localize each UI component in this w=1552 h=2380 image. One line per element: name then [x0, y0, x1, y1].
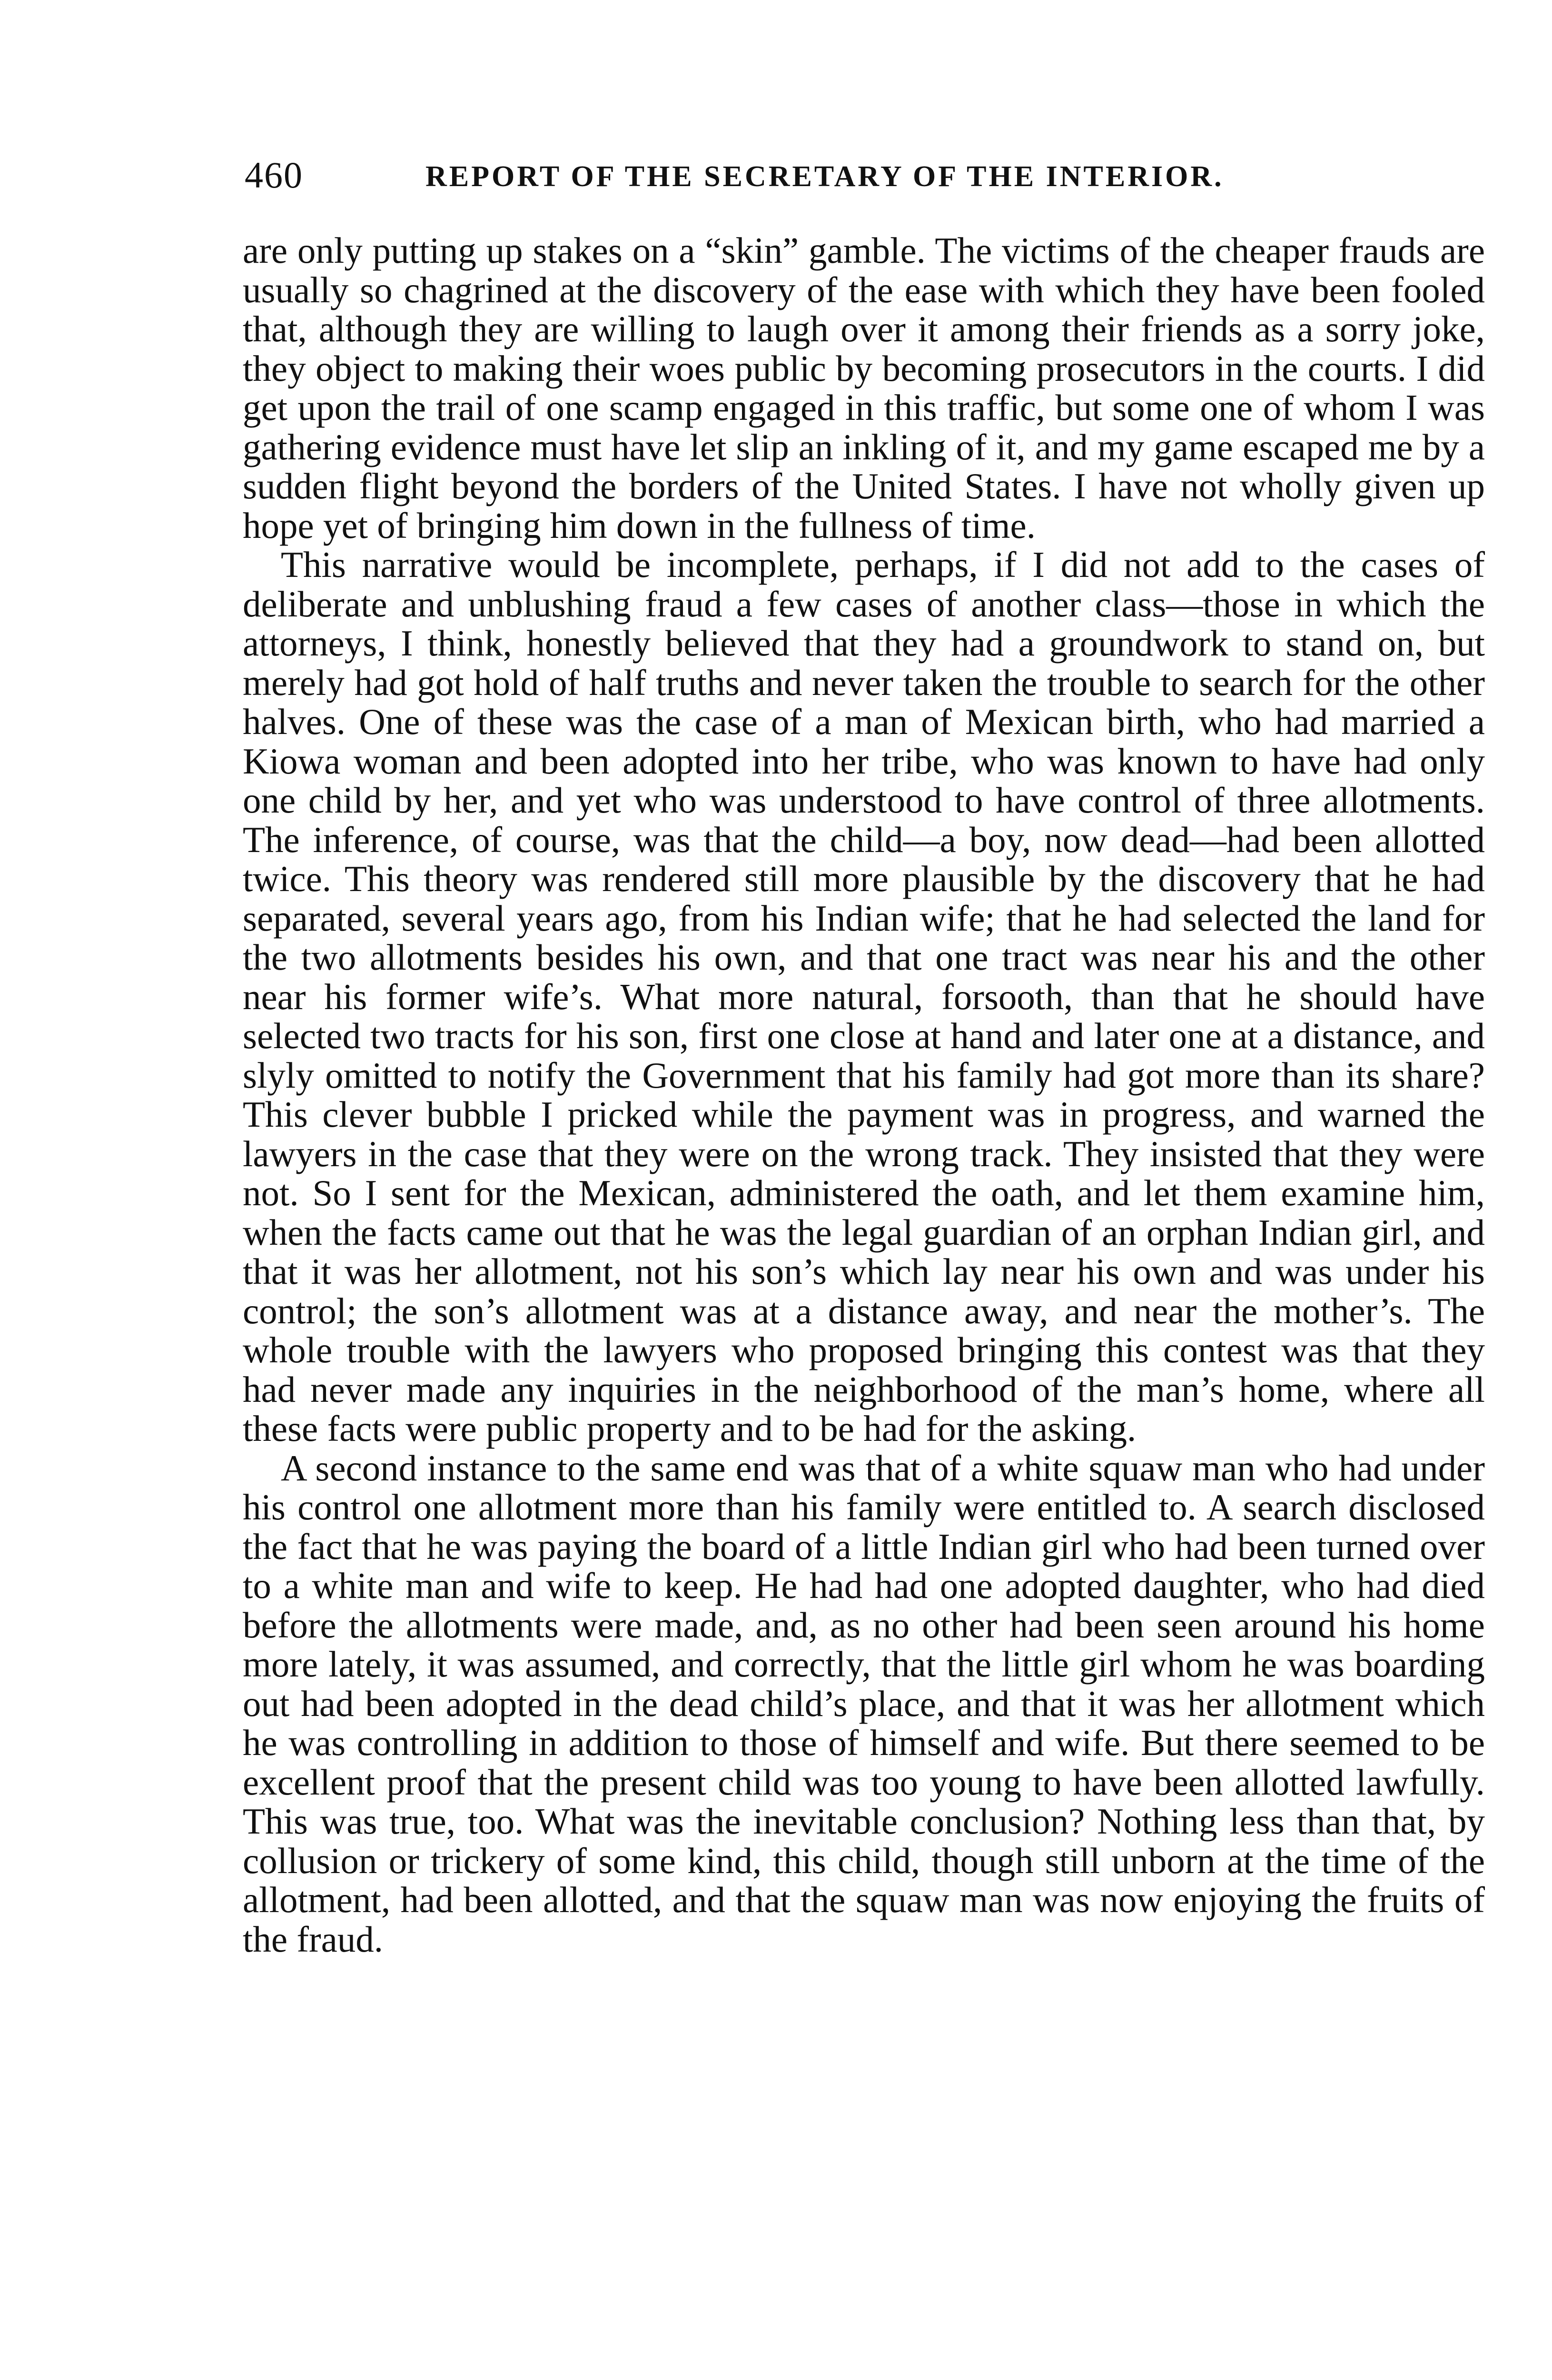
page-header — [245, 151, 1492, 204]
running-head: REPORT OF THE SECRETARY OF THE INTERIOR. — [425, 160, 1224, 193]
page-number: 460 — [245, 154, 303, 196]
paragraph-mexican-case: This narrative would be incomplete, perhaps, if I did not add to the cases of deliberate and unblushing fraud a few cases of another class—those in which the attorneys, I think, honestly believed that they had a groundwork to stand on, but merely had got hold of half truths and never taken the trouble to search for the other halves. One of these was the case of a man of Mexican birth, who had married a Kiowa woman and been adopted into her tribe, who was known to have had only one child by her, and yet who was understood to have control of three allotments. The inference, of course, was that the child—a boy, now dead—had been allotted twice. This theory was rendered still more plausible by the discovery that he had separated, several years ago, from his Indian wife; that he had selected the land for the two allotments besides his own, and that one tract was near his and the other near his former wife’s. What more natural, forsooth, than that he should have selected two tracts for his son, first one close at hand and later one at a distance, and slyly omitted to notify the Government that his family had got more than its share? This clever bubble I pricked while the payment was in progress, and warned the lawyers in the case that they were on the wrong track. They insisted that they were not. So I sent for the Mexican, administered the oath, and let them examine him, when the facts came out that he was the legal guardian of an orphan Indian girl, and that it was her allotment, not his son’s which lay near his own and was under his control; the son’s allotment was at a distance away, and near the mother’s. The whole trouble with the lawyers who proposed bringing this contest was that they had never made any inquiries in the neighborhood of the man’s home, where all these facts were public property and to be had for the asking. — [243, 544, 1485, 1449]
paragraph-squaw-man-case: A second instance to the same end was that of a white squaw man who had under his control one allotment more than his family were entitled to. A search disclosed the fact that he was paying the board of a little Indian girl who had been turned over to a white man and wife to keep. He had had one adopted daughter, who had died before the allotments were made, and, as no other had been seen around his home more lately, it was assumed, and correctly, that the little girl whom he was boarding out had been adopted in the dead child’s place, and that it was her allotment which he was controlling in addition to those of himself and wife. But there seemed to be excellent proof that the present child was too young to have been allotted lawfully. This was true, too. What was the inevitable conclusion? Nothing less than that, by collusion or trickery of some kind, this child, though still unborn at the time of the allotment, had been allotted, and that the squaw man was now enjoying the fruits of the fraud. — [243, 1447, 1485, 1960]
body-text — [243, 231, 1485, 1959]
paragraph-continuation: are only putting up stakes on a “skin” gamble. The victims of the cheaper frauds are usually so chagrined at the discovery of the ease with which they have been fooled that, although they are willing to laugh over it among their friends as a sorry joke, they object to making their woes public by becoming prosecutors in the courts. I did get upon the trail of one scamp engaged in this traffic, but some one of whom I was gathering evidence must have let slip an inkling of it, and my game escaped me by a sudden flight beyond the borders of the United States. I have not wholly given up hope yet of bringing him down in the fullness of time. — [243, 230, 1485, 546]
